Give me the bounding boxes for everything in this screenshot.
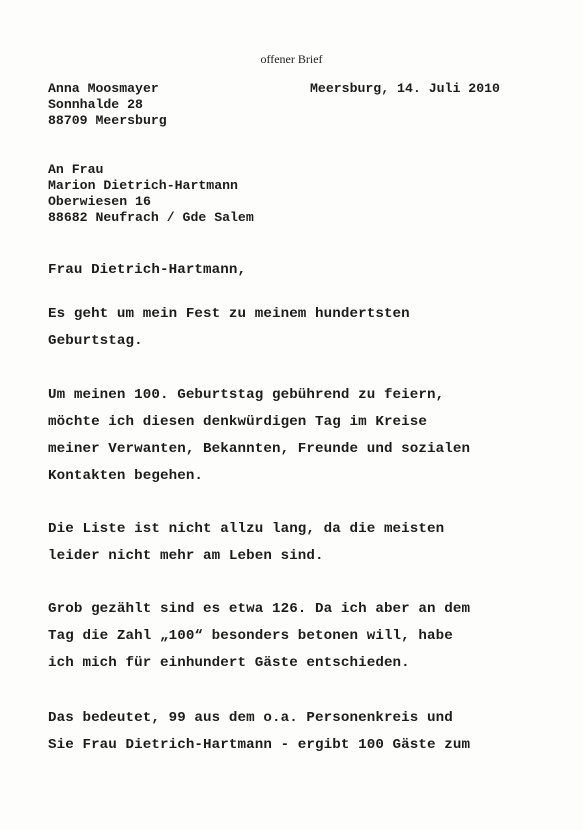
paragraph-1	[48, 301, 410, 355]
paragraph-2	[48, 382, 470, 490]
recipient-address	[48, 162, 254, 226]
paragraph-5	[48, 705, 470, 759]
salutation-line: Frau Dietrich-Hartmann,	[48, 262, 247, 278]
paragraph-3	[48, 516, 444, 570]
recipient-city: 88682 Neufrach / Gde Salem	[48, 210, 254, 225]
sender-city: 88709 Meersburg	[48, 113, 167, 128]
paragraph-line: Grob gezählt sind es etwa 126. Da ich aber an dem	[48, 601, 471, 617]
paragraph-line: Um meinen 100. Geburtstag gebührend zu feiern,	[48, 387, 445, 403]
recipient-name: Marion Dietrich-Hartmann	[48, 178, 238, 193]
paragraph-line: ich mich für einhundert Gäste entschieden.	[48, 655, 410, 671]
sender-street: Sonnhalde 28	[48, 97, 143, 112]
letter-heading: offener Brief	[260, 52, 323, 66]
paragraph-line: möchte ich diesen denkwürdigen Tag im Kreise	[48, 414, 428, 430]
paragraph-line: Es geht um mein Fest zu meinem hundertsten	[48, 306, 410, 322]
paragraph-line: Kontakten begehen.	[48, 468, 204, 484]
sender-name: Anna Moosmayer	[48, 81, 159, 96]
recipient-line-prefix: An Frau	[48, 162, 104, 177]
paragraph-line: Tag die Zahl „100“ besonders betonen will, habe	[48, 628, 453, 644]
paragraph-line: Die Liste ist nicht allzu lang, da die meisten	[48, 521, 445, 537]
recipient-street: Oberwiesen 16	[48, 194, 151, 209]
paragraph-line: Geburtstag.	[48, 333, 143, 349]
paragraph-line: leider nicht mehr am Leben sind.	[48, 548, 324, 564]
salutation	[48, 257, 246, 284]
paragraph-line: Sie Frau Dietrich-Hartmann - ergibt 100 Gäste zum	[48, 737, 471, 753]
paragraph-4	[48, 596, 470, 677]
sender-address	[48, 81, 167, 129]
place-date: Meersburg, 14. Juli 2010	[310, 81, 500, 96]
paragraph-line: Das bedeutet, 99 aus dem o.a. Personenkreis und	[48, 710, 453, 726]
paragraph-line: meiner Verwanten, Bekannten, Freunde und sozialen	[48, 441, 471, 457]
